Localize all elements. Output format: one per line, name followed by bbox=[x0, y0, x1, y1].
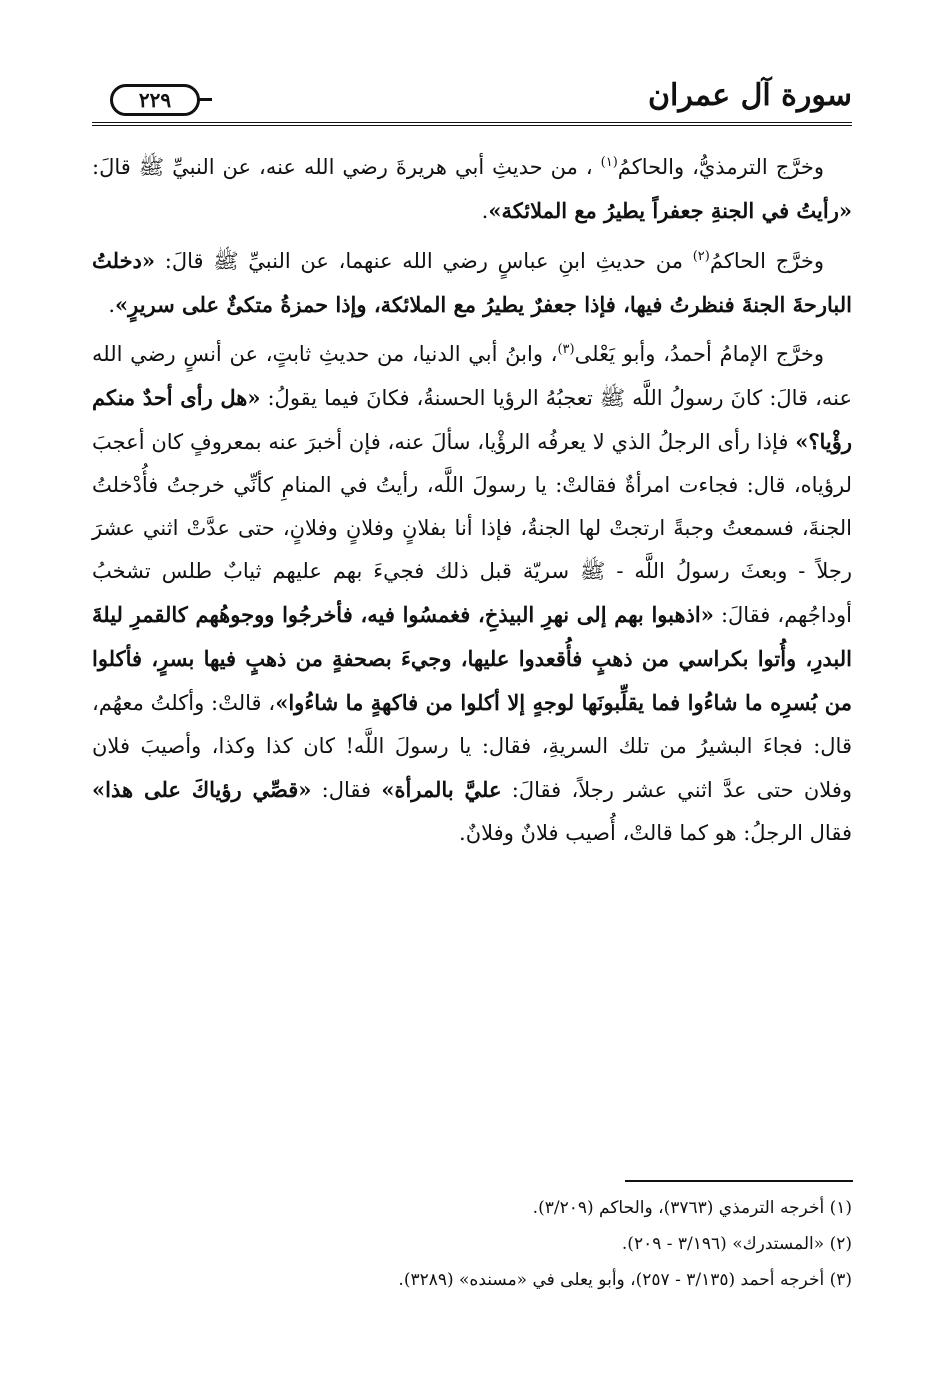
hadith-quote: «رأيتُ في الجنةِ جعفراً يطيرُ مع الملائكة» bbox=[488, 198, 852, 223]
footnote-2: (٢) «المستدرك» (٣/١٩٦ - ٢٠٩). bbox=[621, 1234, 852, 1254]
footnote-3: (٣) أخرجه أحمد (٣/١٣٥ - ٢٥٧)، وأبو يعلى في «مسنده» (٣٢٨٩). bbox=[398, 1270, 852, 1290]
page-header bbox=[92, 72, 852, 136]
hadith-quote: «دخلتُ البارحةَ الجنةَ فنظرتُ فيها، فإذا جعفرٌ يطيرُ مع الملائكة، وإذا حمزةُ متكئٌ على سريرٍ» bbox=[92, 248, 852, 317]
footnote-1: (١) أخرجه الترمذي (٣٧٦٣)، والحاكم (٣/٢٠٩). bbox=[532, 1198, 852, 1218]
text-run: ، وابنُ أبي الدنيا، من حديثِ ثابتٍ، عن أنسٍ رضي الله عنه، قالَ: كانَ رسولُ اللَّه ﷺ تعجبُهُ الرؤيا الحسنةُ، فكانَ فيما يقولُ: bbox=[92, 342, 853, 410]
text-run: . bbox=[481, 199, 489, 223]
text-run: من حديثِ ابنِ عباسٍ رضي الله عنهما، عن النبيِّ ﷺ قالَ: bbox=[155, 249, 693, 273]
text-run: وخرَّج الترمذيُّ، والحاكمُ bbox=[617, 155, 824, 179]
page-number-badge: ٢٢٩ bbox=[110, 84, 200, 116]
header-double-rule bbox=[92, 122, 852, 126]
text-run: فإذا رأى الرجلُ الذي لا يعرفُه الرؤْيا، سألَ عنه، فإن أخبرَ عنه بمعروفٍ كان أعجبَ لرؤياه، قال: فجاءت امرأةٌ فقالتْ: يا رسولَ اللَّه، رأيتُ في المنامِ كأنِّي خرجتُ فأُدْخلتُ الجنةَ، فسمعتُ وجبةً ارتجتْ لها الجنةُ، فإذا أنا بفلانٍ وفلانٍ وفلانٍ، حتى عدَّتْ اثني عشرَ رجلاً - وبعثَ رسولُ اللَّه - ﷺ سريّة قبل ذلك فجيءَ بهم عليهم ثيابٌ طلس تشخبُ أوداجُهم، فقالَ: bbox=[92, 430, 852, 627]
paragraph-2 bbox=[92, 239, 852, 327]
text-run: فقال: bbox=[311, 778, 382, 802]
text-run: وخرَّج الإمامُ أحمدُ، وأبو يَعْلى bbox=[574, 342, 824, 366]
footnotes bbox=[92, 1190, 852, 1298]
surah-title: سورة آل عمران bbox=[647, 78, 852, 113]
hadith-quote: «اذهبوا بهم إلى نهرِ البيذخِ، فغمسُوا فيه، فأخرجُوا ووجوهُهم كالقمرِ ليلةَ البدرِ، وأُتوا بكراسي من ذهبٍ فأُقعدوا عليها، وجيءَ بصحفةٍ من ذهبٍ فيها بسرٍ، فأكلوا من بُسرِه ما شاءُوا فما يقلِّبونَها لوجهٍ إلا أكلوا من فاكهةٍ ما شاءُوا» bbox=[92, 602, 852, 715]
paragraph-3 bbox=[92, 333, 852, 855]
footnote-ref: (٢) bbox=[692, 249, 710, 264]
footnote-separator bbox=[625, 1180, 853, 1182]
text-run: ، قالتْ: وأكلتُ معهُم، قال: فجاءَ البشيرُ من تلك السريةِ، فقال: يا رسولَ اللَّه! كان كذا وكذا، وأصيبَ فلان وفلان حتى عدَّ اثني عشر رجلاً، فقالَ: bbox=[92, 691, 853, 802]
text-run: فقال الرجلُ: هو كما قالتْ، أُصيب فلانٌ وفلانٌ. bbox=[459, 821, 852, 845]
hadith-quote: «هل رأى أحدٌ منكم رؤْيا؟» bbox=[92, 385, 852, 454]
hadith-quote: «قصِّي رؤياكَ على هذا» bbox=[92, 777, 312, 802]
footnote-ref: (١) bbox=[600, 155, 618, 170]
hadith-quote: عليَّ بالمرأة» bbox=[381, 777, 502, 802]
text-run: . bbox=[108, 293, 115, 317]
text-run: وخرَّج الحاكمُ bbox=[709, 249, 824, 273]
text-run: ، من حديثِ أبي هريرةَ رضي الله عنه، عن النبيِّ ﷺ قالَ: bbox=[92, 155, 601, 179]
paragraph-1 bbox=[92, 146, 852, 233]
main-text bbox=[92, 146, 852, 861]
footnote-ref: (٣) bbox=[557, 342, 575, 357]
